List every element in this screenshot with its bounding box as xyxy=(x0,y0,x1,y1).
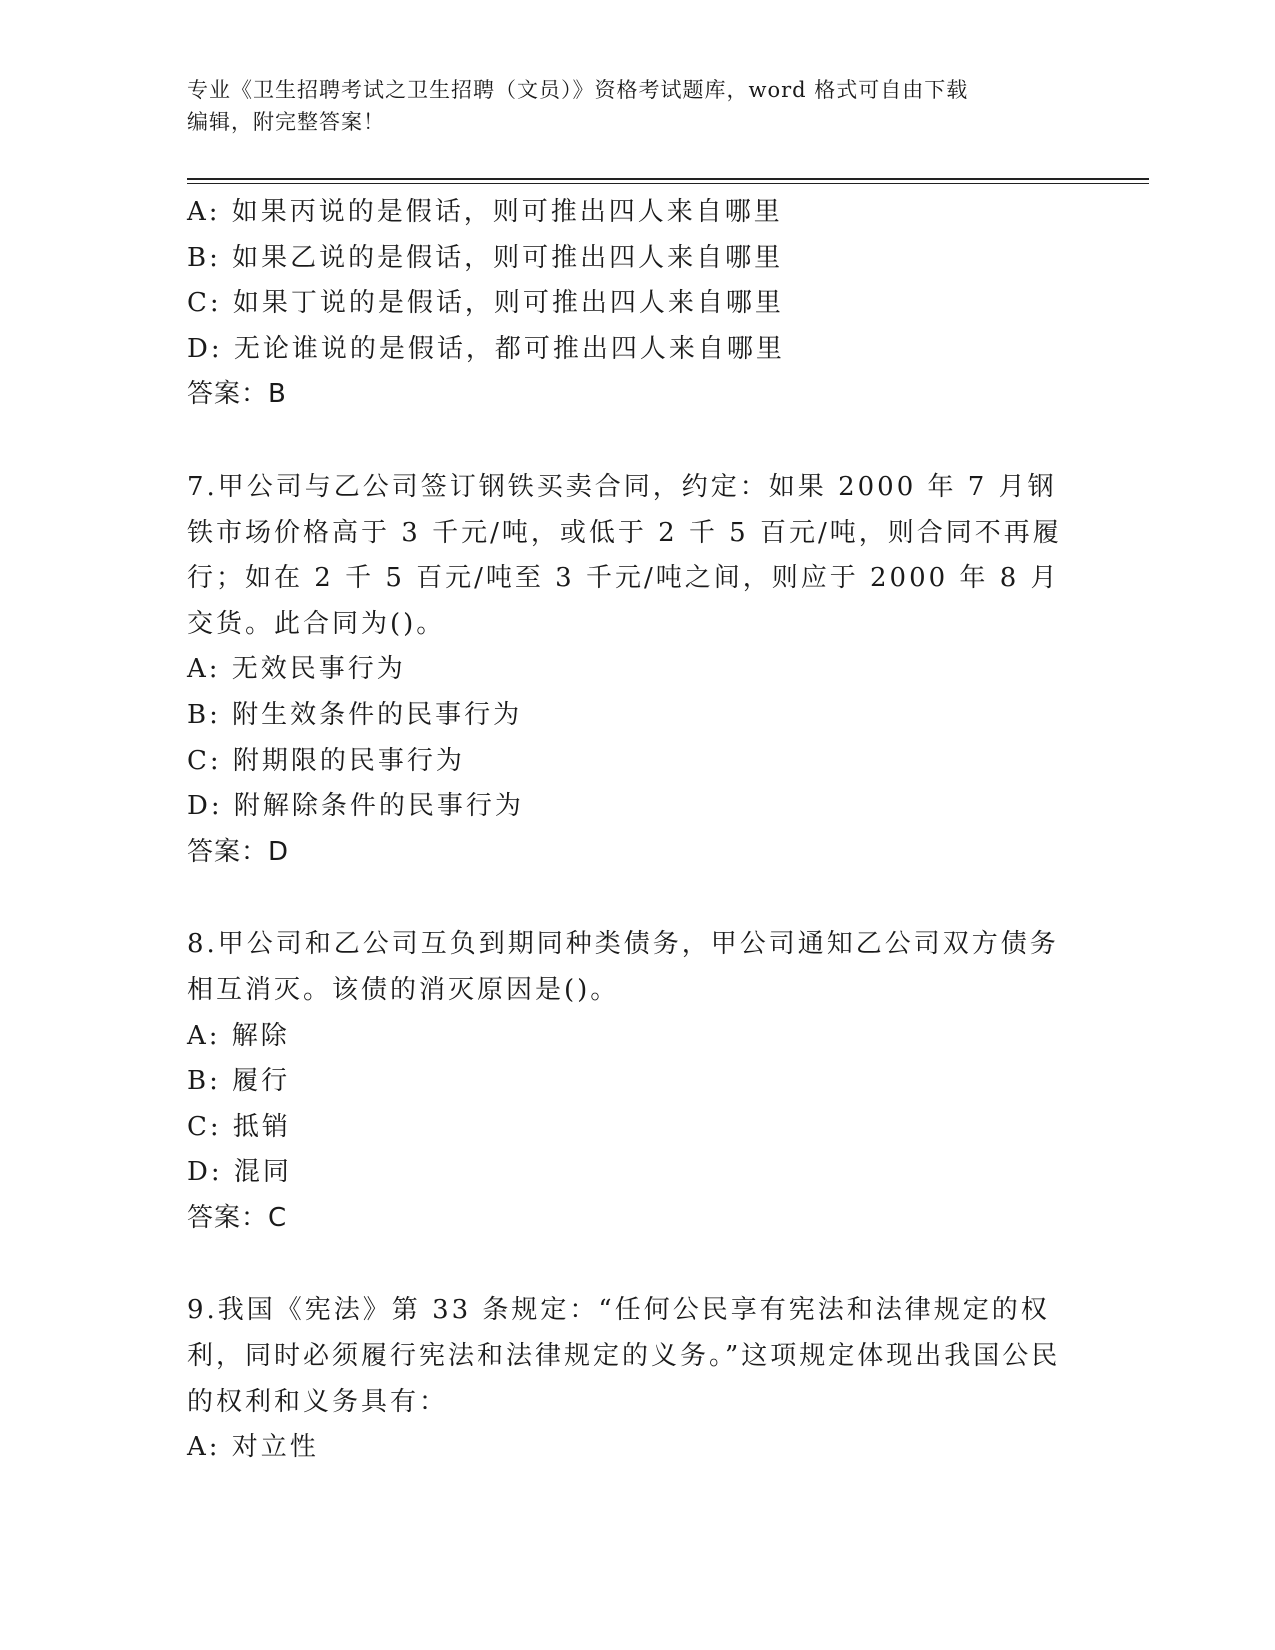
option-c: C: 如果丁说的是假话，则可推出四人来自哪里 xyxy=(187,288,784,319)
question-stem: 9.我国《宪法》第 33 条规定：“任何公民享有宪法和法律规定的权利，同时必须履行宪法和法律规定的义务。”这项规定体现出我国公民的权利和义务具有： xyxy=(187,1295,1061,1417)
option-a: A: 对立性 xyxy=(187,1432,319,1463)
option-b: B: 履行 xyxy=(187,1066,291,1097)
question-7 xyxy=(187,465,1087,875)
answer: 答案：D xyxy=(187,836,290,867)
option-b: B: 附生效条件的民事行为 xyxy=(187,699,523,730)
option-a: A: 如果丙说的是假话，则可推出四人来自哪里 xyxy=(187,197,783,227)
document-header xyxy=(187,74,1087,138)
question-stem: 8.甲公司和乙公司互负到期同种类债务，甲公司通知乙公司双方债务相互消灭。该债的消灭原因是()。 xyxy=(187,929,1059,1005)
answer: 答案：C xyxy=(187,1202,288,1233)
question-8 xyxy=(187,922,1087,1241)
option-c: C: 抵销 xyxy=(187,1111,291,1142)
question-6 xyxy=(187,190,1087,418)
option-d: D: 附解除条件的民事行为 xyxy=(187,791,524,822)
option-c: C: 附期限的民事行为 xyxy=(187,745,465,776)
header-line-2: 编辑，附完整答案！ xyxy=(187,110,385,134)
question-9 xyxy=(187,1288,1087,1470)
option-b: B: 如果乙说的是假话，则可推出四人来自哪里 xyxy=(187,242,784,273)
answer: 答案：B xyxy=(187,379,287,410)
option-a: A: 无效民事行为 xyxy=(187,654,406,685)
question-list xyxy=(187,190,1087,1471)
header-line-1: 专业《卫生招聘考试之卫生招聘（文员）》资格考试题库，word 格式可自由下载 xyxy=(187,78,969,102)
option-d: D: 混同 xyxy=(187,1157,292,1188)
option-a: A: 解除 xyxy=(187,1020,290,1051)
header-divider-thin xyxy=(187,183,1149,184)
question-stem: 7.甲公司与乙公司签订钢铁买卖合同，约定：如果 2000 年 7 月钢铁市场价格高于 3 千元/吨，或低于 2 千 5 百元/吨，则合同不再履行；如在 2 千 5 百元/吨至 3 千元/吨之间，则应于 2000 年 8 月交货。此合同为()。 xyxy=(187,471,1062,639)
option-d: D: 无论谁说的是假话，都可推出四人来自哪里 xyxy=(187,333,785,364)
header-divider-thick xyxy=(187,178,1149,180)
